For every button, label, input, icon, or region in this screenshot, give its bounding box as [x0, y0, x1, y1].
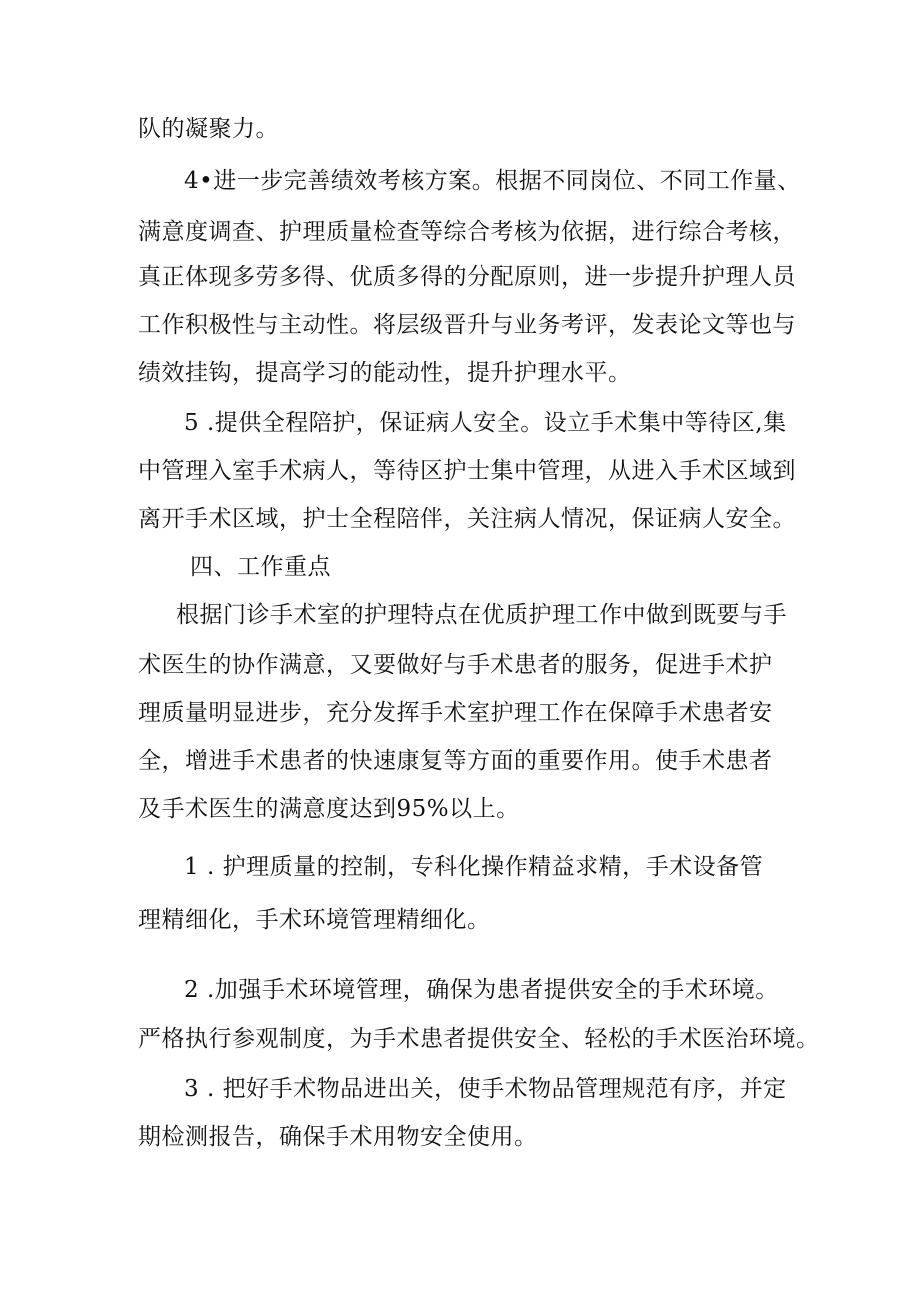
item-4-line-3: 真正体现多劳多得、优质多得的分配原则，进一步提升护理人员 [138, 264, 796, 290]
item-5-line-2: 中管理入室手术病人，等待区护士集中管理，从进入手术区域到 [138, 458, 796, 484]
focus-paragraph-line-3: 理质量明显进步，充分发挥手术室护理工作在保障手术患者安 [138, 700, 773, 726]
focus-item-3-line-2: 期检测报告，确保手术用物安全使用。 [138, 1124, 538, 1150]
focus-paragraph-line-1: 根据门诊手术室的护理特点在优质护理工作中做到既要与手 [176, 602, 787, 628]
focus-paragraph-line-2: 术医生的协作满意，又要做好与手术患者的服务，促进手术护 [138, 652, 773, 678]
focus-item-1-line-1: 1 . 护理质量的控制，专科化操作精益求精，手术设备管 [184, 854, 764, 880]
focus-item-3-line-1: 3 . 把好手术物品进出关，使手术物品管理规范有序，并定 [184, 1076, 787, 1102]
item-5-line-1: 5 .提供全程陪护，保证病人安全。设立手术集中等待区,集 [184, 410, 787, 436]
item-4-line-5: 绩效挂钩，提高学习的能动性，提升护理水平。 [138, 360, 632, 386]
focus-item-2-line-2: 严格执行参观制度，为手术患者提供安全、轻松的手术医治环境。 [138, 1026, 820, 1052]
focus-paragraph-line-4: 全，增进手术患者的快速康复等方面的重要作用。使手术患者 [138, 748, 773, 774]
focus-item-1-line-2: 理精细化，手术环境管理精细化。 [138, 907, 491, 933]
item-5-line-3: 离开手术区域，护士全程陪伴，关注病人情况，保证病人安全。 [138, 506, 796, 532]
focus-item-2-line-1: 2 .加强手术环境管理，确保为患者提供安全的手术环境。 [184, 977, 779, 1003]
item-4-line-1: 4•进一步完善绩效考核方案。根据不同岗位、不同工作量、 [184, 168, 801, 194]
item-4-line-4: 工作积极性与主动性。将层级晋升与业务考评，发表论文等也与 [138, 312, 796, 338]
focus-paragraph-line-5: 及手术医生的满意度达到95%以上。 [138, 796, 520, 822]
section-heading: 四、工作重点 [190, 554, 331, 580]
text-line-1: 队的凝聚力。 [138, 116, 279, 142]
item-4-line-2: 满意度调查、护理质量检查等综合考核为依据，进行综合考核， [138, 219, 796, 245]
